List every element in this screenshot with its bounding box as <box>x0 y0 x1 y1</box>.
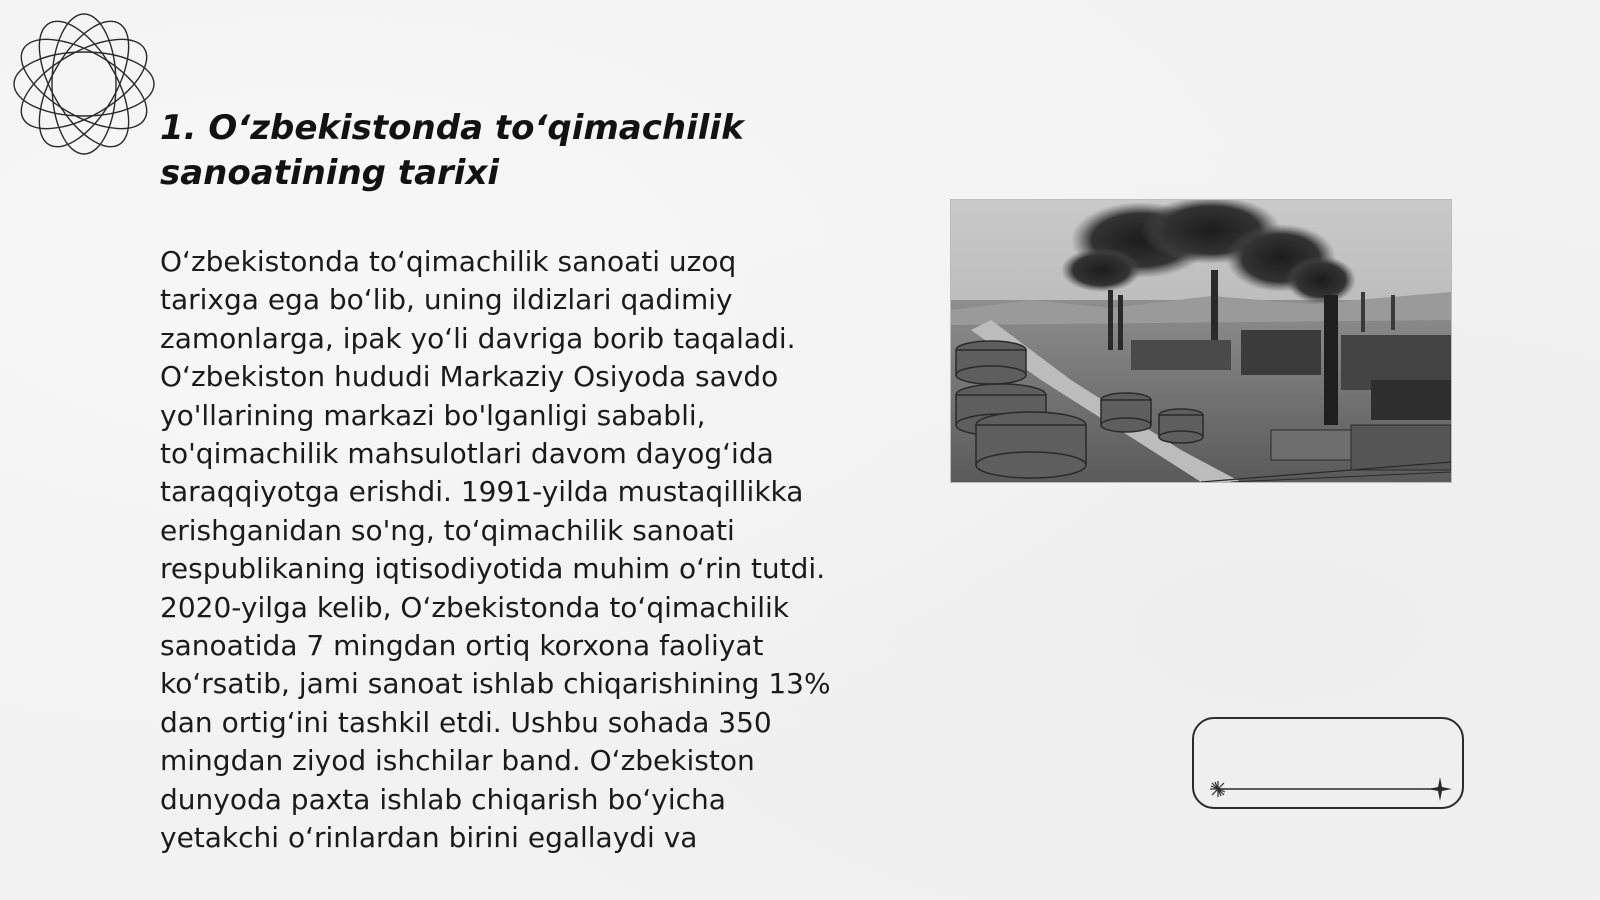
slider-track <box>1194 719 1466 811</box>
four-point-star-icon <box>1428 777 1452 801</box>
slider-decoration <box>1192 717 1464 809</box>
orbit-rings-icon <box>10 10 158 158</box>
sparkle-icon <box>1210 781 1226 797</box>
slide-title: 1. O‘zbekistonda to‘qimachilik sanoatining tarixi <box>160 108 744 193</box>
factory-photo <box>950 199 1452 483</box>
factory-illustration <box>951 200 1451 482</box>
body-paragraph: O‘zbekistonda to‘qimachilik sanoati uzoq tarixga ega bo‘lib, uning ildizlari qadimiy zamonlarga, ipak yo‘li davriga borib taqaladi. O‘zbekiston hududi Markaziy Osiyoda savdo yo'llarining markazi bo'lganligi sababli, to'qimachilik mahsulotlari davom dayog‘ida taraqqiyotga erishdi. 1991-yilda mustaqillikka erishganidan so'ng, to‘qimachilik sanoati respublikaning iqtisodiyotida muhim o‘rin tutdi. 2020-yilga kelib, O‘zbekistonda to‘qimachilik sanoatida 7 mingdan ortiq korxona faoliyat ko‘rsatib, jami sanoat ishlab chiqarishining 13% dan ortig‘ini tashkil etdi. Ushbu sohada 350 mingdan ziyod ishchilar band. O‘zbekiston dunyoda paxta ishlab chiqarish bo‘yicha yetakchi o‘rinlardan birini egallaydi va <box>160 245 831 855</box>
